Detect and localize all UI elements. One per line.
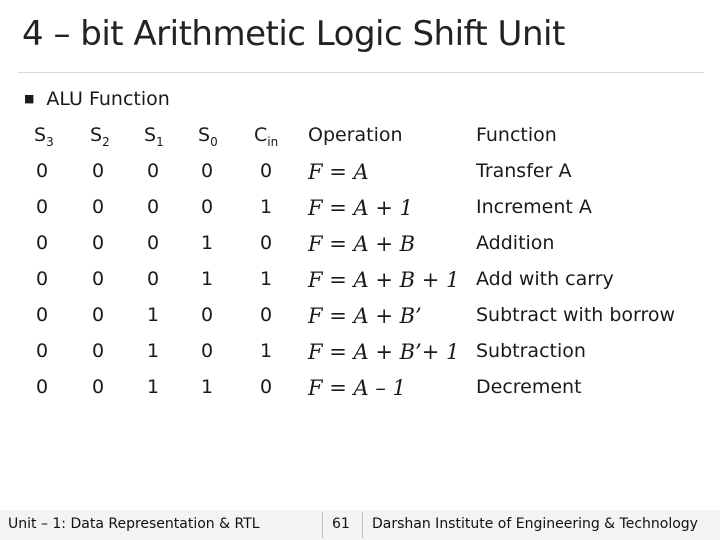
cell-s3: 0 <box>35 340 49 362</box>
cell-function: Subtract with borrow <box>476 304 676 326</box>
header-cin: $C_{in}$ <box>254 124 279 149</box>
cell-operation: F = A + 1 <box>308 196 413 220</box>
cell-s3: 0 <box>35 196 49 218</box>
cell-s3: 0 <box>35 232 49 254</box>
cell-operation: F = A + B <box>308 232 416 256</box>
cell-s2: 0 <box>91 160 105 182</box>
cell-operation: F = A + B’ <box>308 304 422 328</box>
header-operation: Operation <box>308 124 403 146</box>
cell-s3: 0 <box>35 160 49 182</box>
cell-s0: 0 <box>200 304 214 326</box>
cell-s2: 0 <box>91 196 105 218</box>
cell-s0: 0 <box>200 160 214 182</box>
footer-divider <box>322 512 323 538</box>
cell-function: Increment A <box>476 196 592 218</box>
cell-s2: 0 <box>91 340 105 362</box>
cell-operation: F = A + B + 1 <box>308 268 460 292</box>
table-header-row <box>0 124 720 160</box>
footer-divider <box>362 512 363 538</box>
header-function: Function <box>476 124 557 146</box>
cell-s0: 1 <box>200 268 214 290</box>
cell-s1: 0 <box>146 268 160 290</box>
square-bullet-icon: ■ <box>24 92 35 105</box>
cell-cin: 0 <box>259 304 273 326</box>
title-divider <box>18 72 704 73</box>
table-row <box>0 232 720 268</box>
cell-operation: F = A + B’+ 1 <box>308 340 460 364</box>
table-row <box>0 304 720 340</box>
cell-operation: F = A – 1 <box>308 376 406 400</box>
cell-cin: 1 <box>259 340 273 362</box>
header-s0: $S_0$ <box>198 124 218 149</box>
cell-s1: 1 <box>146 304 160 326</box>
cell-cin: 0 <box>259 232 273 254</box>
footer-institute: Darshan Institute of Engineering & Technology <box>372 516 698 532</box>
header-s3: $S_3$ <box>34 124 54 149</box>
cell-s2: 0 <box>91 376 105 398</box>
cell-function: Addition <box>476 232 555 254</box>
cell-operation: F = A <box>308 160 369 184</box>
cell-s1: 1 <box>146 340 160 362</box>
cell-function: Decrement <box>476 376 582 398</box>
cell-s3: 0 <box>35 304 49 326</box>
table-row <box>0 376 720 412</box>
cell-s0: 0 <box>200 196 214 218</box>
slide-title: 4 – bit Arithmetic Logic Shift Unit <box>22 14 565 54</box>
table-row <box>0 340 720 376</box>
table-row <box>0 196 720 232</box>
cell-s1: 0 <box>146 196 160 218</box>
cell-s2: 0 <box>91 304 105 326</box>
cell-s3: 0 <box>35 268 49 290</box>
cell-cin: 1 <box>259 196 273 218</box>
header-s1: $S_1$ <box>144 124 164 149</box>
bullet-text: ALU Function <box>46 88 170 110</box>
table-row <box>0 160 720 196</box>
cell-s2: 0 <box>91 268 105 290</box>
cell-cin: 0 <box>259 376 273 398</box>
cell-s1: 1 <box>146 376 160 398</box>
cell-function: Transfer A <box>476 160 572 182</box>
cell-s1: 0 <box>146 232 160 254</box>
table-row <box>0 268 720 304</box>
cell-s0: 0 <box>200 340 214 362</box>
cell-function: Subtraction <box>476 340 586 362</box>
cell-s2: 0 <box>91 232 105 254</box>
cell-cin: 1 <box>259 268 273 290</box>
bullet-alu-function <box>24 88 170 110</box>
cell-s1: 0 <box>146 160 160 182</box>
cell-s3: 0 <box>35 376 49 398</box>
cell-cin: 0 <box>259 160 273 182</box>
cell-function: Add with carry <box>476 268 614 290</box>
cell-s0: 1 <box>200 232 214 254</box>
footer-unit-label: Unit – 1: Data Representation & RTL <box>8 516 260 532</box>
cell-s0: 1 <box>200 376 214 398</box>
footer-page-number: 61 <box>332 516 350 532</box>
header-s2: $S_2$ <box>90 124 110 149</box>
